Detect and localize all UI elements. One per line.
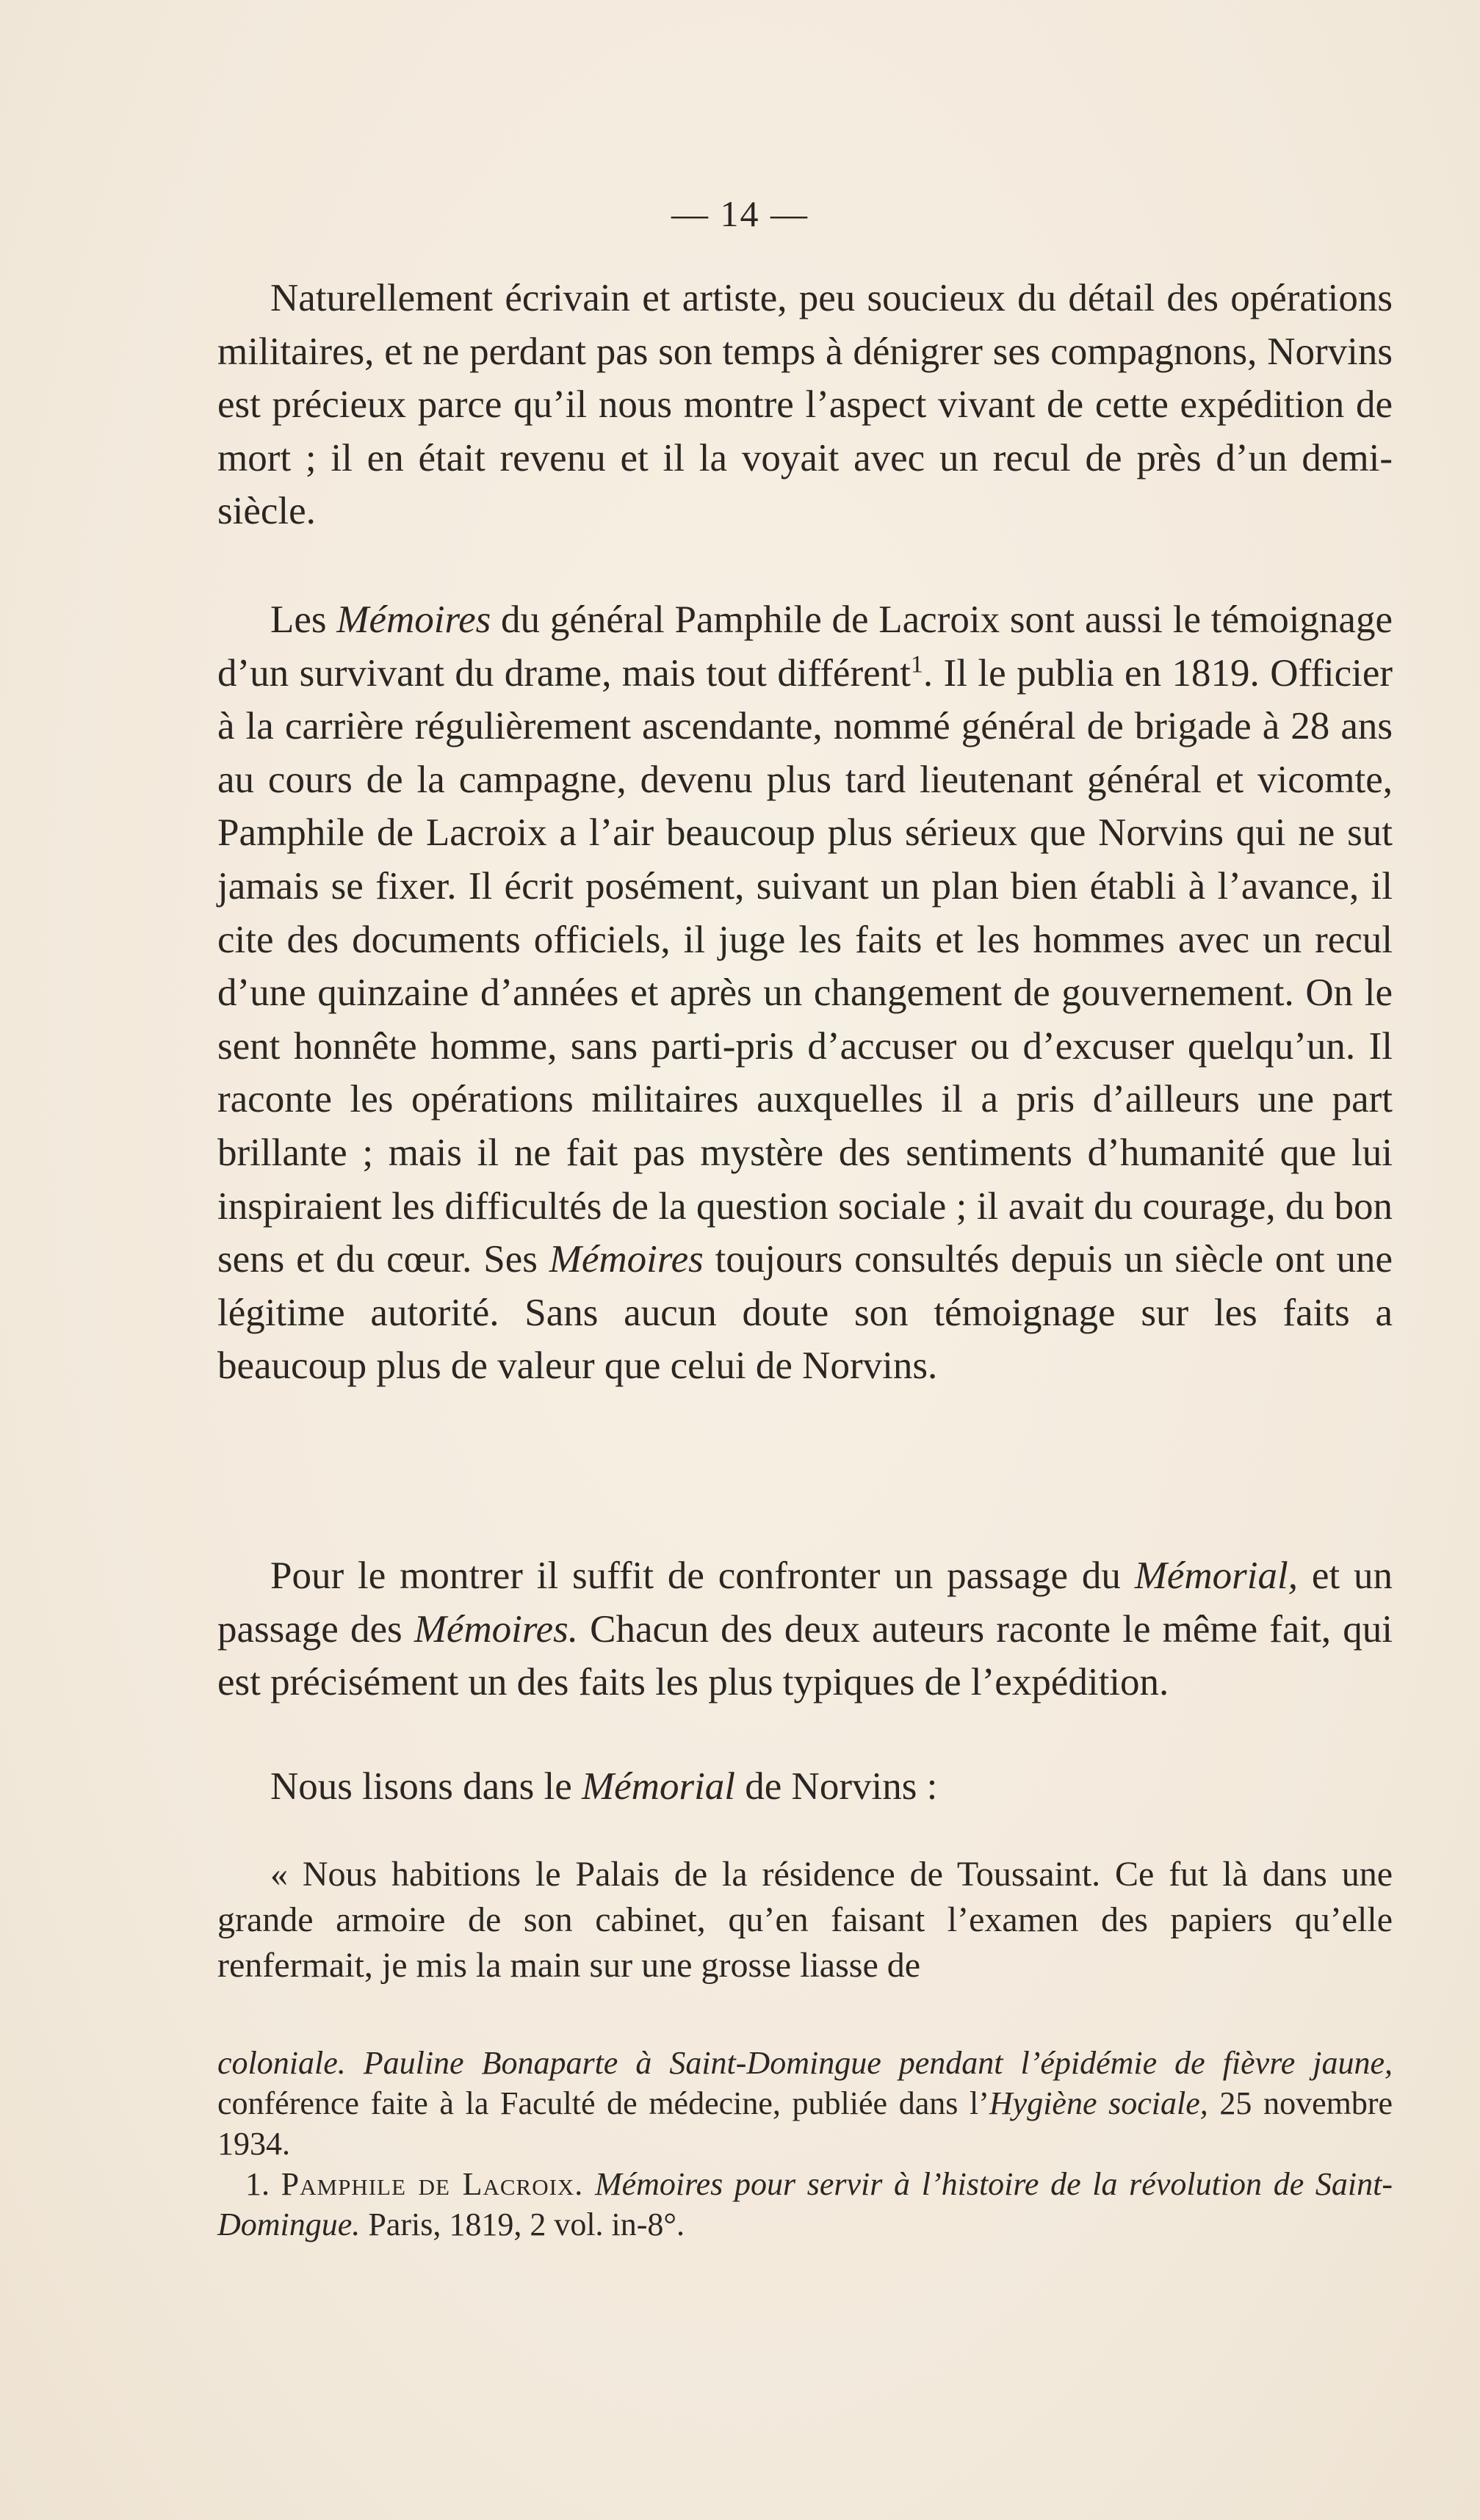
block-quote — [217, 1852, 1393, 1988]
footnote-title: Mémoires pour servir à l’histoire de la révolution de Saint-Domingue. — [217, 2166, 1393, 2242]
paragraph-text: Naturellement écrivain et artiste, peu soucieux du détail des opérations militaires, et ne perdant pas son temps à dénigrer ses compagnons, Norvins est précieux parce qu’il nous montre l’aspect vivant de cette expédition de mort ; il en était revenu et il la voyait avec un recul de près d’un demi-siècle. — [217, 277, 1393, 533]
book-title: Mémoires — [549, 1238, 704, 1281]
footnote-continued: coloniale. Pauline Bonaparte à Saint-Domingue pendant l’épidémie de fièvre jaune, conférence faite à la Faculté de médecine, publiée dans l’Hygiène sociale, 25 novembre 1934. — [217, 2045, 1393, 2162]
book-title: Mémoires. — [414, 1607, 578, 1651]
footnotes — [217, 2043, 1393, 2245]
paragraph-quote-intro: Nous lisons dans le Mémorial de Norvins : — [270, 1765, 938, 1808]
paragraph-norvins-summary — [217, 272, 1393, 538]
footnote-reference: 1 — [910, 650, 923, 678]
book-title: Mémoires — [336, 598, 491, 641]
book-title: Mémorial, — [1134, 1554, 1299, 1597]
footnote-1: 1. Pamphile de Lacroix. Mémoires pour servir à l’histoire de la révolution de Saint-Domingue. Paris, 1819, 2 vol. in-8°. — [217, 2166, 1393, 2242]
paragraph-comparison: Pour le montrer il suffit de confronter un passage du Mémorial, et un passage des Mémoires. Chacun des deux auteurs raconte le même fait, qui est précisément un des faits les plus typiques de l’expédition. — [217, 1554, 1393, 1704]
book-title: Mémorial — [582, 1765, 736, 1808]
quote-text: « Nous habitions le Palais de la résidence de Toussaint. Ce fut là dans une grande armoire de son cabinet, qu’en faisant l’examen des papiers qu’elle renfermait, je mis la main sur une grosse liasse de — [217, 1855, 1393, 1985]
paragraph-lacroix-memoires: Les Mémoires du général Pamphile de Lacroix sont aussi le témoignage d’un survivant du drame, mais tout différent$^1$. Il le publia en 1819. Officier à la carrière régulièrement ascendante, nommé général de brigade à 28 ans au cours de la campagne, devenu plus tard lieutenant général et vicomte, Pamphile de Lacroix a l’air beaucoup plus sérieux que Norvins qui ne sut jamais se fixer. Il écrit posément, suivant un plan bien établi à l’avance, il cite des documents officiels, il juge les faits et les hommes avec un recul d’une quinzaine d’années et après un changement de gouvernement. On le sent honnête homme, sans parti-pris d’accuser ou d’excuser quelqu’un. Il raconte les opérations militaires auxquelles il a pris d’ailleurs une part brillante ; mais il ne fait pas mystère des sentiments d’humanité que lui inspiraient les difficultés de la question sociale ; il avait du courage, du bon sens et du cœur. Ses Mémoires toujours consultés depuis un siècle ont une légitime autorité. Sans aucun doute son témoignage sur les faits a beaucoup plus de valeur que celui de Norvins. — [217, 598, 1393, 1388]
footnote-author: Pamphile de Lacroix. — [281, 2166, 584, 2202]
page-number: — 14 — — [671, 193, 809, 234]
